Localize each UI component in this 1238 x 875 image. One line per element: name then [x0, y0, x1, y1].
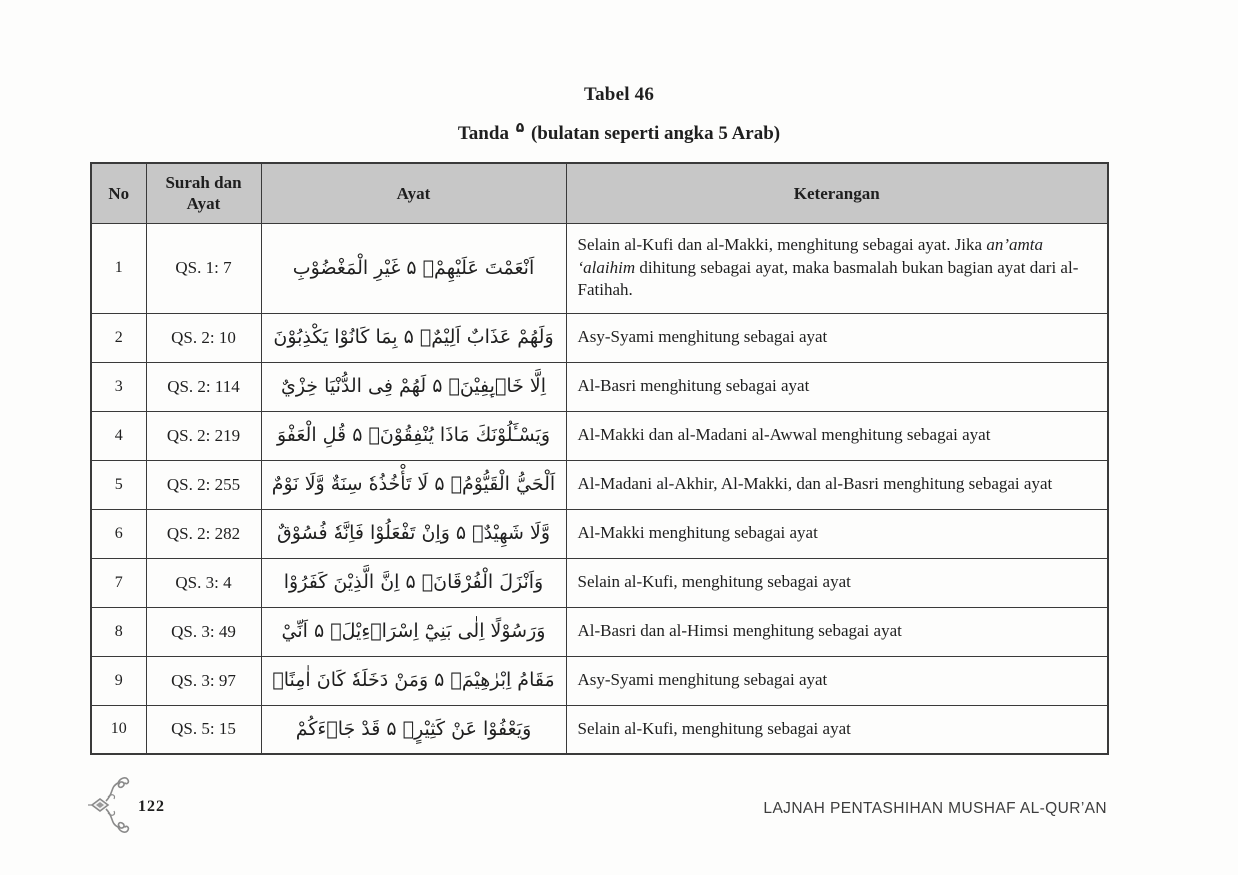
table-row [91, 509, 1108, 558]
subtitle-prefix: Tanda [457, 123, 509, 144]
row-number-cell: 1 [91, 223, 146, 313]
row-number-cell: 3 [91, 362, 146, 411]
row-number-cell: 2 [91, 313, 146, 362]
keterangan-cell: Al-Madani al-Akhir, Al-Makki, dan al-Basri menghitung sebagai ayat [566, 460, 1108, 509]
subtitle-suffix: (bulatan seperti angka 5 Arab) [530, 123, 781, 144]
row-number-cell: 9 [91, 656, 146, 705]
arabic-five-mark: ۵ [515, 119, 525, 136]
page-number: 122 [138, 798, 165, 815]
keterangan-cell [566, 223, 1108, 313]
surah-ayat-cell: QS. 2: 114 [146, 362, 261, 411]
table-row [91, 223, 1108, 313]
keterangan-cell: Al-Basri dan al-Himsi menghitung sebagai ayat [566, 607, 1108, 656]
keterangan-cell: Al-Basri menghitung sebagai ayat [566, 362, 1108, 411]
surah-ayat-cell: QS. 2: 219 [146, 411, 261, 460]
flourish-icon [86, 773, 136, 837]
row-number-cell: 4 [91, 411, 146, 460]
keterangan-cell: Selain al-Kufi, menghitung sebagai ayat [566, 705, 1108, 754]
table-row [91, 460, 1108, 509]
surah-ayat-cell: QS. 5: 15 [146, 705, 261, 754]
row-number-cell: 8 [91, 607, 146, 656]
publisher-footer: LAJNAH PENTASHIHAN MUSHAF AL-QUR’AN [763, 800, 1107, 817]
table-row [91, 558, 1108, 607]
keterangan-text: dihitung sebagai ayat, maka basmalah bukan bagian ayat dari al-Fatihah. [577, 257, 1079, 300]
column-header-ayat: Ayat [261, 163, 566, 223]
surah-ayat-cell: QS. 3: 97 [146, 656, 261, 705]
surah-ayat-cell: QS. 2: 255 [146, 460, 261, 509]
ayat-arabic-cell: وَّلَا شَهِيْدٌۗ ۵ وَاِنْ تَفْعَلُوْا فَاِنَّهٗ فُسُوْقٌ [261, 509, 566, 558]
column-header-surah-ayat: Surah dan Ayat [146, 163, 261, 223]
ayat-arabic-cell: اِلَّا خَاۤىِٕفِيْنَۗ ۵ لَهُمْ فِى الدُّنْيَا خِزْيٌ [261, 362, 566, 411]
table-row [91, 362, 1108, 411]
ayat-arabic-cell: اَلْحَيُّ الْقَيُّوْمُۚ ۵ لَا تَأْخُذُهٗ سِنَةٌ وَّلَا نَوْمٌ [261, 460, 566, 509]
keterangan-cell: Selain al-Kufi, menghitung sebagai ayat [566, 558, 1108, 607]
table-header-row [91, 163, 1108, 223]
column-header-keterangan: Keterangan [566, 163, 1108, 223]
surah-ayat-cell: QS. 2: 282 [146, 509, 261, 558]
page-subtitle [0, 119, 1238, 145]
page-title: Tabel 46 [583, 84, 655, 105]
table-row [91, 313, 1108, 362]
row-number-cell: 5 [91, 460, 146, 509]
keterangan-italic-text: an’amta ‘alaihim [577, 234, 1044, 277]
surah-ayat-cell: QS. 2: 10 [146, 313, 261, 362]
table-row [91, 705, 1108, 754]
table-row [91, 411, 1108, 460]
table-46 [90, 162, 1109, 755]
ayat-arabic-cell: وَرَسُوْلًا اِلٰى بَنِيْٓ اِسْرَاۤءِيْلَۙ ۵ اَنِّيْ [261, 607, 566, 656]
surah-ayat-cell: QS. 3: 49 [146, 607, 261, 656]
table-row [91, 656, 1108, 705]
keterangan-cell: Asy-Syami menghitung sebagai ayat [566, 656, 1108, 705]
keterangan-cell: Al-Makki menghitung sebagai ayat [566, 509, 1108, 558]
surah-ayat-cell: QS. 3: 4 [146, 558, 261, 607]
ayat-arabic-cell: اَنْعَمْتَ عَلَيْهِمْۙ ۵ غَيْرِ الْمَغْضُوْبِ [261, 223, 566, 313]
row-number-cell: 6 [91, 509, 146, 558]
surah-ayat-cell: QS. 1: 7 [146, 223, 261, 313]
column-header-no: No [91, 163, 146, 223]
keterangan-cell: Al-Makki dan al-Madani al-Awwal menghitung sebagai ayat [566, 411, 1108, 460]
footer-left [86, 773, 165, 837]
ayat-arabic-cell: وَيَسْـَٔلُوْنَكَ مَاذَا يُنْفِقُوْنَۗ ۵ قُلِ الْعَفْوَ [261, 411, 566, 460]
row-number-cell: 7 [91, 558, 146, 607]
ayat-arabic-cell: وَيَعْفُوْا عَنْ كَثِيْرٍۗ ۵ قَدْ جَاۤءَكُمْ [261, 705, 566, 754]
ayat-arabic-cell: وَاَنْزَلَ الْفُرْقَانَۗ ۵ اِنَّ الَّذِيْنَ كَفَرُوْا [261, 558, 566, 607]
table-row [91, 607, 1108, 656]
ayat-arabic-cell: وَلَهُمْ عَذَابٌ اَلِيْمٌۙ ۵ بِمَا كَانُوْا يَكْذِبُوْنَ [261, 313, 566, 362]
row-number-cell: 10 [91, 705, 146, 754]
ayat-arabic-cell: مَقَامُ اِبْرٰهِيْمَۚ ۵ وَمَنْ دَخَلَهٗ كَانَ اٰمِنًاۗ [261, 656, 566, 705]
keterangan-cell: Asy-Syami menghitung sebagai ayat [566, 313, 1108, 362]
keterangan-text: Selain al-Kufi dan al-Makki, menghitung sebagai ayat. Jika [577, 234, 987, 254]
ayat-table [90, 162, 1109, 755]
